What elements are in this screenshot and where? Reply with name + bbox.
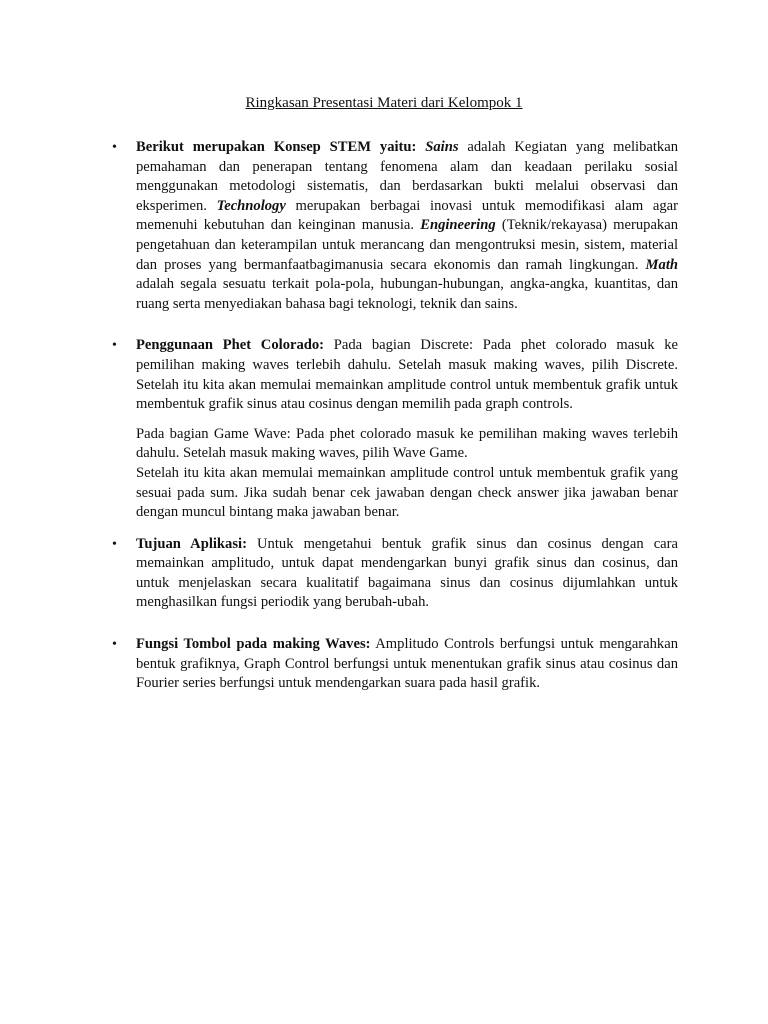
- tujuan-lead: Tujuan Aplikasi:: [136, 535, 247, 552]
- sains-text: adalah Kegiatan yang melibatkan pemahaman dan penerapan tentang fenomena alam dan keadaan perilaku sosial menggunakan metodologi sistematis, dan berdasarkan bukti melalui observasi dan eksperimen.: [136, 139, 678, 214]
- technology-text: merupakan berbagai inovasi untuk memodifikasi alam agar memenuhi kebutuhan dan keinginan manusia.: [136, 197, 678, 234]
- document-title: Ringkasan Presentasi Materi dari Kelompok 1: [245, 95, 523, 111]
- list-item-fungsi-tombol: [112, 635, 679, 694]
- phet-lead: Penggunaan Phet Colorado:: [136, 337, 325, 354]
- game-wave-paragraph: [136, 425, 678, 523]
- list-item-stem: [112, 138, 678, 314]
- engineering-label: Engineering: [420, 217, 496, 234]
- phet-paragraph: [136, 336, 678, 414]
- bullet-icon: •: [112, 140, 117, 155]
- technology-label: Technology: [216, 197, 286, 214]
- game-wave-line2: Setelah itu kita akan memulai memainkan amplitude control untuk membentuk grafik yang sesuai pada sum. Jika sudah benar cek jawaban dengan check answer jika jawaban benar dengan muncul bintang maka jawaban benar.: [136, 464, 678, 521]
- engineering-text: (Teknik/rekayasa) merupakan pengetahuan dan keterampilan untuk merancang dan mengontruksi mesin, sistem, material dan proses yang bermanfaatbagimanusia secara ekonomis dan ramah lingkungan.: [136, 217, 678, 273]
- tujuan-text: Untuk mengetahui bentuk grafik sinus dan cosinus dengan cara memainkan amplitudo, untuk dapat mendengarkan bunyi grafik sinus dan cosinus, dan untuk menjelaskan secara kualitatif bagaimana sinus dan cosinus dijumlahkan untuk menghasilkan fungsi periodik yang berubah-ubah.: [136, 535, 678, 611]
- math-text: adalah segala sesuatu terkait pola-pola, hubungan-hubungan, angka-angka, kuantitas, dan ruang serta menyediakan bahasa bagi teknologi, teknik dan sains.: [136, 276, 678, 312]
- sains-label: Sains: [425, 139, 459, 155]
- list-item-phet-colorado: [112, 336, 678, 522]
- fungsi-paragraph: [136, 635, 678, 694]
- math-label: Math: [645, 256, 678, 273]
- list-item-tujuan-aplikasi: [112, 535, 678, 613]
- bullet-icon: •: [112, 637, 117, 653]
- bullet-icon: •: [112, 536, 117, 552]
- bullet-list: [112, 138, 679, 694]
- tujuan-paragraph: [136, 535, 678, 613]
- stem-paragraph: [136, 138, 678, 314]
- game-wave-line1: Pada bagian Game Wave: Pada phet colorado masuk ke pemilihan making waves terlebih dahulu. Setelah masuk making waves, pilih Wave Game.: [136, 425, 678, 462]
- fungsi-text: Amplitudo Controls berfungsi untuk mengarahkan bentuk grafiknya, Graph Control berfungsi untuk menentukan grafik sinus atau cosinus dan Fourier series berfungsi untuk mendengarkan suara pada hasil grafik.: [136, 636, 679, 692]
- stem-lead: Berikut merupakan Konsep STEM yaitu:: [136, 139, 417, 155]
- bullet-icon: •: [112, 338, 117, 354]
- phet-text: Pada bagian Discrete: Pada phet colorado masuk ke pemilihan making waves terlebih dahulu. Setelah masuk making waves, pilih Discrete. Setelah itu kita akan memulai memainkan amplitude control untuk membentuk grafik untuk membentuk grafik sinus atau cosinus dengan memilih pada graph controls.: [136, 337, 678, 413]
- fungsi-lead: Fungsi Tombol pada making Waves:: [136, 636, 371, 653]
